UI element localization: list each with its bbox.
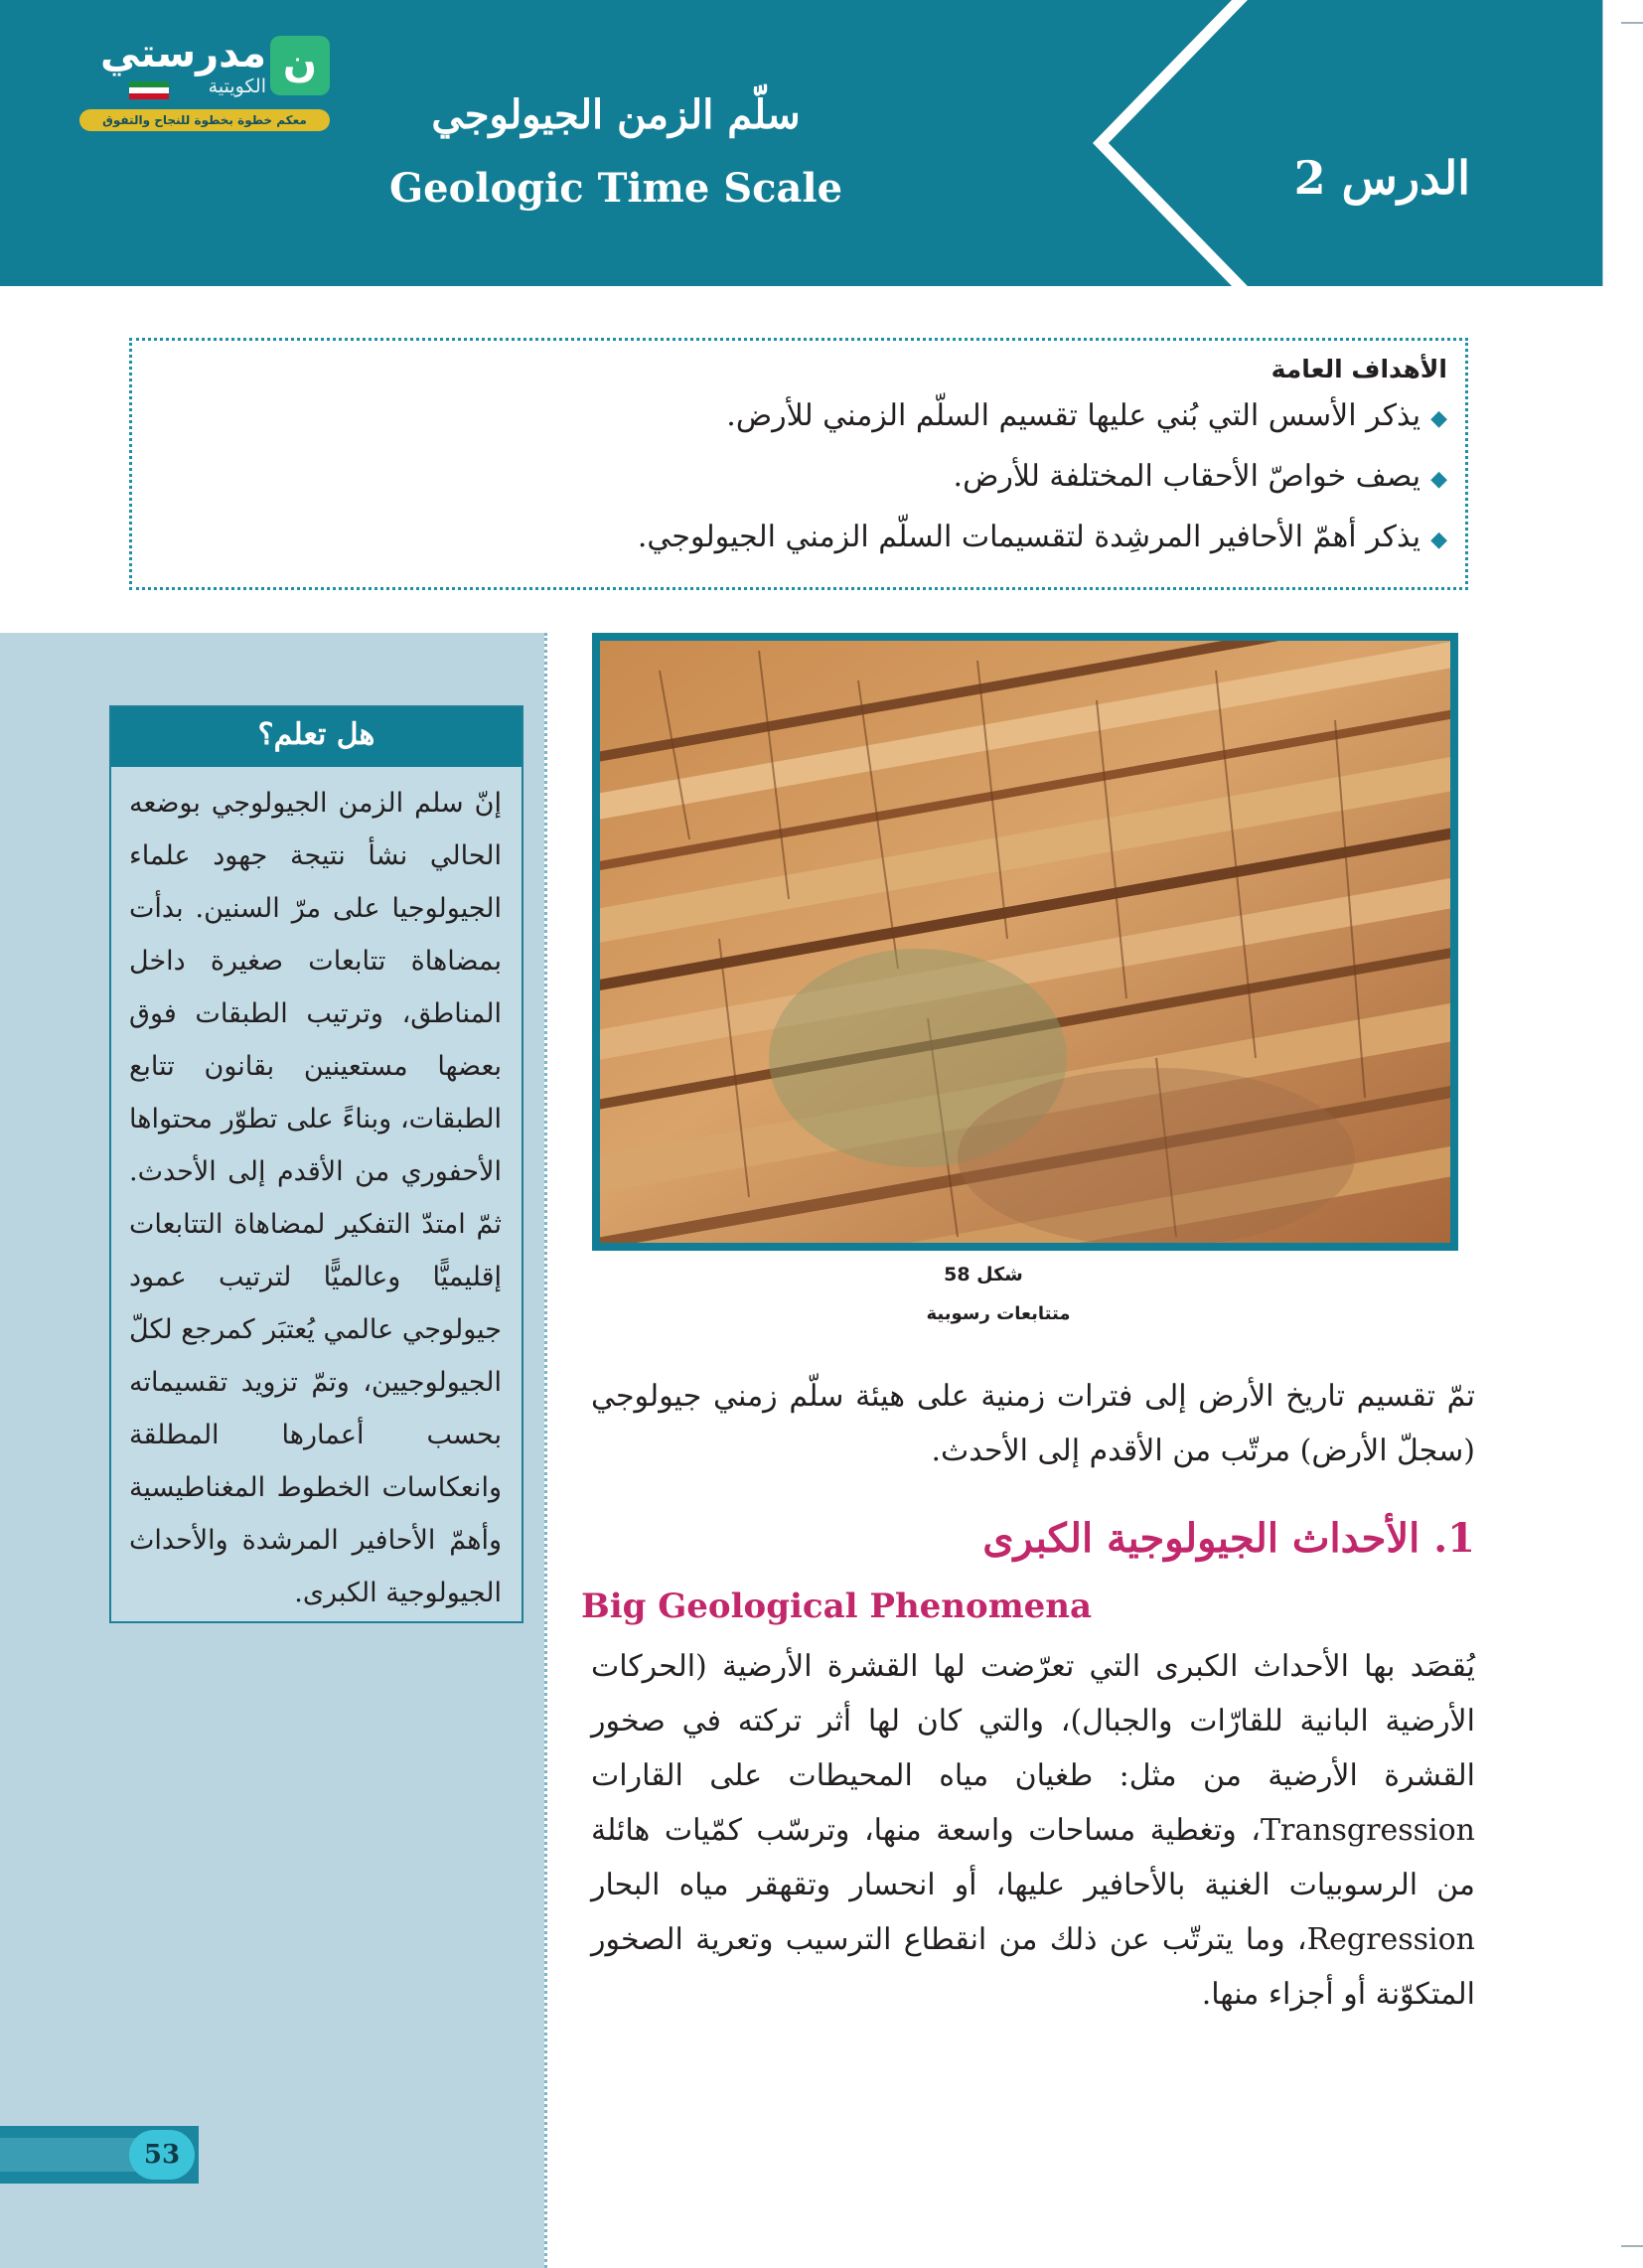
page-number: 53 (129, 2130, 195, 2180)
logo-slogan: معكم خطوة بخطوة للنجاح والتفوق (79, 109, 330, 131)
objective-item: ◆يذكر الأسس التي بُني عليها تقسيم السلّم الزمني للأرض. (726, 398, 1447, 433)
madrasati-logo (79, 30, 338, 134)
figure-frame (592, 633, 1458, 1251)
did-you-know-text: إنّ سلم الزمن الجيولوجي بوضعه الحالي نشأ نتيجة جهود علماء الجيولوجيا على مرّ السنين. بدأت بمضاهاة تتابعات صغيرة داخل المناطق، وترتيب الطبقات فوق بعضها مستعينين بقانون تتابع الطبقات، وبناءً على تطوّر محتواها الأحفوري من الأقدم إلى الأحدث. ثمّ امتدّ التفكير لمضاهاة التتابعات إقليميًّا وعالميًّا لترتيب عمود جيولوجي عالمي يُعتبَر كمرجع لكلّ الجيولوجيين، وتمّ تزويد تقسيماته بحسب أعمارها المطلقة وانعكاسات الخطوط المغناطيسية وأهمّ الأحافير المرشدة والأحداث الجيولوجية الكبرى. (129, 788, 502, 1608)
diamond-bullet-icon: ◆ (1430, 467, 1447, 492)
did-you-know-box (109, 705, 523, 1623)
logo-name: مدرستي (99, 31, 266, 76)
figure-caption: متتابعات رسوبية (926, 1303, 1071, 1324)
logo-country: الكويتية (208, 76, 266, 97)
lesson-title-arabic: سلّم الزمن الجيولوجي (431, 91, 801, 138)
objective-item: ◆يصف خواصّ الأحقاب المختلفة للأرض. (953, 459, 1447, 494)
sidebar-divider (544, 633, 547, 2268)
crop-mark (1621, 2245, 1643, 2247)
page-number-tab-stripe (0, 2138, 139, 2172)
intro-paragraph: تمّ تقسيم تاريخ الأرض إلى فترات زمنية على هيئة سلّم زمني جيولوجي (سجلّ الأرض) مرتّب من الأقدم إلى الأحدث. (591, 1379, 1475, 1468)
general-objectives-box (129, 338, 1468, 590)
figure-number: شكل 58 (944, 1264, 1023, 1285)
logo-badge-icon: ن (270, 36, 330, 95)
section-heading-english: Big Geological Phenomena (581, 1587, 1093, 1626)
section-body-paragraph: يُقصَد بها الأحداث الكبرى التي تعرّضت لها القشرة الأرضية (الحركات الأرضية البانية للقارّات والجبال)، والتي كان لها أثر تركته في صخور القشرة الأرضية من مثل: طغيان مياه المحيطات على القارات Transgression، وتغطية مساحات واسعة منها، وترسّب كمّيات هائلة من الرسوبيات الغنية بالأحافير عليها، أو انحسار وتقهقر مياه البحار Regression، وما يترتّب عن ذلك من انقطاع الترسيب وتعرية الصخور المتكوّنة أو أجزاء منها. (591, 1649, 1475, 2012)
lesson-title-english: Geologic Time Scale (388, 165, 843, 212)
crop-mark (1621, 22, 1643, 24)
diamond-bullet-icon: ◆ (1430, 528, 1447, 552)
objectives-title: الأهداف العامة (1270, 355, 1447, 383)
section-heading-arabic: 1. الأحداث الجيولوجية الكبرى (982, 1515, 1475, 1562)
lesson-number: الدرس 2 (1293, 151, 1470, 205)
kuwait-flag-icon (129, 81, 169, 99)
did-you-know-title: هل تعلم؟ (111, 707, 522, 767)
diamond-bullet-icon: ◆ (1430, 406, 1447, 431)
sedimentary-layers-photo (600, 641, 1450, 1243)
objective-item: ◆يذكر أهمّ الأحافير المرشِدة لتقسيمات السلّم الزمني الجيولوجي. (637, 520, 1447, 554)
